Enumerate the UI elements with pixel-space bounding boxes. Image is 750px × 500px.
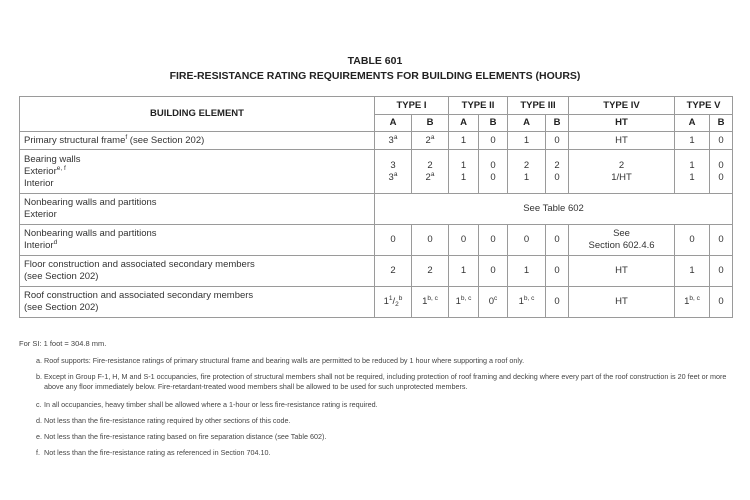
row-label: Roof construction and associated secondary members (see Section 202) [20,287,375,318]
row-label: Primary structural frame$^f$ (see Section 202) [20,132,375,150]
cell: 0 [675,225,710,256]
cell: 1$^{b, c}$ [675,287,710,318]
footnotes-list [36,356,732,464]
footnote: d. Not less than the fire-resistance rating required by other sections of this code. [36,416,291,425]
cell: 1$^{b, c}$ [412,287,449,318]
cell: 2$^a$ [412,132,449,150]
row-label: Bearing walls Exterior$^{e, f}$ Interior [20,150,375,194]
header-sub: B [412,115,449,132]
footnote: f. Not less than the fire-resistance rating as referenced in Section 704.10. [36,448,271,457]
cell: 1 1 [675,150,710,194]
merged-cell: See Table 602 [375,194,733,225]
header-sub: B [710,115,733,132]
cell: 1 [449,256,479,287]
cell: 2 0 [546,150,569,194]
cell: 0 [479,132,508,150]
cell: 0 [710,256,733,287]
cell: 2 1/HT [569,150,675,194]
row-label: Floor construction and associated secondary members (see Section 202) [20,256,375,287]
cell: 0 [449,225,479,256]
cell: 1 1 [449,150,479,194]
header-type-2: TYPE II [449,97,508,115]
table-row-nonbearing-exterior [20,194,733,225]
cell: 0 [546,287,569,318]
cell: 0 [479,256,508,287]
cell: 1$^{b, c}$ [449,287,479,318]
cell: $1^1/_2^b$ [375,287,412,318]
cell: 0 [508,225,546,256]
cell: 3 3$^a$ [375,150,412,194]
cell: 2 [375,256,412,287]
cell: 0 [546,256,569,287]
cell: 0 [479,225,508,256]
cell: 0 [710,225,733,256]
cell: 1 [508,256,546,287]
header-sub: A [375,115,412,132]
fire-resistance-table [19,96,733,318]
header-sub: B [546,115,569,132]
cell: 0 [710,132,733,150]
cell: HT [569,256,675,287]
cell: 0 [375,225,412,256]
table-row-floor-construction [20,256,733,287]
footnote: a. Roof supports: Fire-resistance ratings of primary structural frame and bearing walls are permitted to be reduced by 1 hour where supporting a roof only. [36,356,525,365]
table-title: TABLE 601 [347,55,403,67]
header-sub: B [479,115,508,132]
cell: HT [569,132,675,150]
header-type-4: TYPE IV [569,97,675,115]
table-row-primary-frame [20,132,733,150]
cell: 0$^c$ [479,287,508,318]
cell: 2 [412,256,449,287]
cell: 0 [546,132,569,150]
row-label: Nonbearing walls and partitions Exterior [20,194,375,225]
table-row-bearing-walls [20,150,733,194]
cell: See Section 602.4.6 [569,225,675,256]
header-sub: A [508,115,546,132]
cell: 1 [508,132,546,150]
cell: 1 [449,132,479,150]
cell: 2 1 [508,150,546,194]
cell: 0 [546,225,569,256]
header-sub: A [675,115,710,132]
cell: HT [569,287,675,318]
cell: 3$^a$ [375,132,412,150]
table-subtitle: FIRE-RESISTANCE RATING REQUIREMENTS FOR BUILDING ELEMENTS (HOURS) [169,70,581,82]
table-row-nonbearing-interior [20,225,733,256]
footnote: b. Except in Group F-1, H, M and S-1 occupancies, fire protection of structural members shall not be required, including protection of roof framing and decking where every part of the roof construction is 20 feet or more above any floor immediately below. Fire-retardant-treated wood members shall be allowed to be used for such unprotected members. [36,372,727,391]
row-label: Nonbearing walls and partitions Interior$^d$ [20,225,375,256]
table-row-roof-construction [20,287,733,318]
cell: 1 [675,132,710,150]
header-sub: HT [569,115,675,132]
cell: 0 [412,225,449,256]
cell: 0 0 [710,150,733,194]
footnote: c. In all occupancies, heavy timber shall be allowed where a 1-hour or less fire-resistance rating is required. [36,400,378,409]
cell: 0 [710,287,733,318]
si-conversion-note: For SI: 1 foot = 304.8 mm. [19,339,107,348]
header-sub: A [449,115,479,132]
header-type-3: TYPE III [508,97,569,115]
cell: 1$^{b, c}$ [508,287,546,318]
cell: 1 [675,256,710,287]
header-type-5: TYPE V [675,97,733,115]
cell: 0 0 [479,150,508,194]
cell: 2 2$^a$ [412,150,449,194]
header-building-element: BUILDING ELEMENT [20,97,375,132]
footnote: e. Not less than the fire-resistance rating based on fire separation distance (see Table 602). [36,432,327,441]
header-row-types [20,97,733,115]
header-type-1: TYPE I [375,97,449,115]
